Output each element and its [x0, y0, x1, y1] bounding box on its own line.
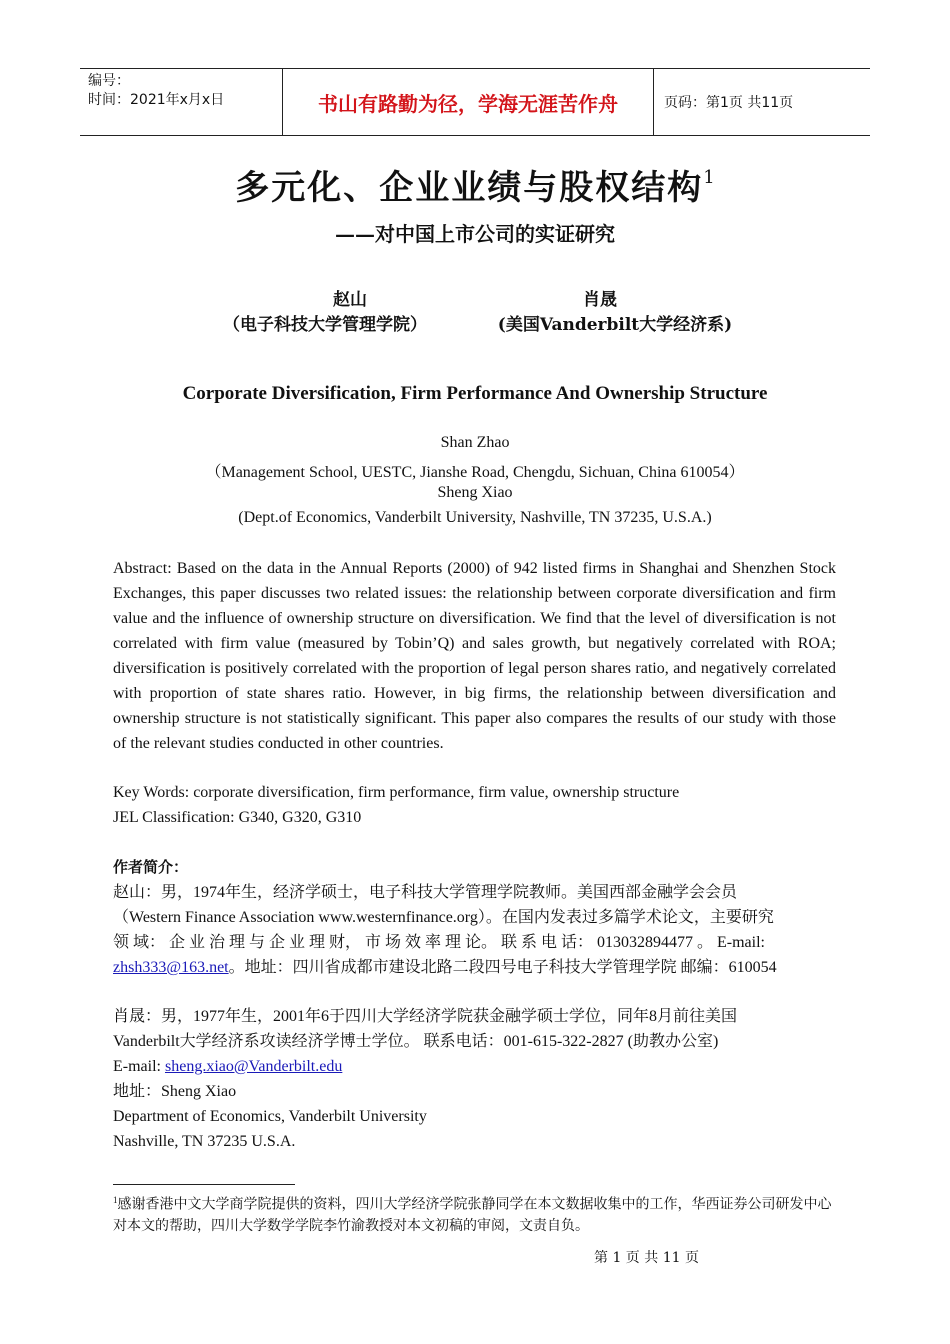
page-footer: 第 1 页 共 11 页	[594, 1250, 699, 1266]
english-author-1: Shan Zhao	[440, 434, 510, 451]
xiao-email-line	[113, 1054, 342, 1079]
author-1-name: 赵山	[333, 290, 367, 310]
zhao-bio-line-2: （Western Finance Association www.westernfinance.org）。在国内发表过多篇学术论文，主要研究	[113, 909, 774, 926]
footnote-divider	[113, 1184, 295, 1185]
xiao-bio-line-1: 肖晟：男，1977年生，2001年6于四川大学经济学院获金融学硕士学位，同年8月前往美国	[113, 1008, 738, 1025]
footnote-mark: 1	[113, 1195, 118, 1205]
time-label: 时间：2021年x月x日	[88, 92, 225, 108]
xiao-bio-line-2: Vanderbilt大学经济系攻读经济学博士学位。 联系电话：001-615-322-2827 (助教办公室)	[113, 1033, 719, 1050]
page-subtitle: ——对中国上市公司的实证研究	[335, 222, 615, 246]
bio-heading: 作者简介：	[113, 858, 189, 876]
title-text: 多元化、企业业绩与股权结构	[235, 168, 704, 208]
xiao-address-line-2: Department of Economics, Vanderbilt University	[113, 1108, 427, 1125]
english-affiliation-2: (Dept.of Economics, Vanderbilt University, Nashville, TN 37235, U.S.A.)	[238, 509, 712, 526]
footnote-text: 感谢香港中文大学商学院提供的资料，四川大学经济学院张静同学在本文数据收集中的工作，华西证券公司研发中心对本文的帮助，四川大学数学学院李竹渝教授对本文初稿的审阅，文责自负。	[113, 1197, 832, 1234]
author-2-affiliation: (美国Vanderbilt大学经济系)	[497, 315, 733, 335]
xiao-address-line-3: Nashville, TN 37235 U.S.A.	[113, 1133, 296, 1150]
zhao-bio-line-1: 赵山：男，1974年生，经济学硕士，电子科技大学管理学院教师。美国西部金融学会会员	[113, 884, 738, 901]
author-1-affiliation: （电子科技大学管理学院）	[223, 315, 427, 335]
xiao-address-line-1: 地址：Sheng Xiao	[113, 1083, 237, 1100]
english-title: Corporate Diversification, Firm Performance And Ownership Structure	[182, 383, 768, 404]
header-page-info: 页码：第1页 共11页	[664, 95, 794, 111]
document-header	[80, 68, 870, 136]
xiao-email-link[interactable]: sheng.xiao@Vanderbilt.edu	[164, 1058, 343, 1075]
page-title	[0, 160, 950, 209]
english-author-2: Sheng Xiao	[437, 484, 513, 501]
author-2-name: 肖晟	[583, 290, 617, 310]
keywords-line: Key Words: corporate diversification, firm performance, firm value, ownership structure	[113, 784, 680, 801]
zhao-address: 。地址：四川省成都市建设北路二段四号电子科技大学管理学院 邮编：610054	[228, 959, 777, 976]
xiao-email-label: E-mail:	[113, 1058, 165, 1075]
abstract-paragraph: Abstract: Based on the data in the Annual Reports (2000) of 942 listed firms in Shanghai and Shenzhen Stock Exchanges, this paper discusses two related issues: the relationship between corporate diversification and firm value and the influence of ownership structure on diversification. We find that the level of diversification is not correlated with firm value (measured by Tobin’Q) and sales growth, but negatively correlated with ROA; diversification is positively correlated with the proportion of legal person shares ratio, and negatively correlated with proportion of state shares ratio. However, in big firms, the relationship between diversification and ownership structure is not statistically significant. This paper also compares the results of our study with those of the relevant studies conducted in other countries.	[113, 560, 836, 752]
zhao-email-link[interactable]: zhsh333@163.net	[113, 959, 229, 976]
jel-line: JEL Classification: G340, G320, G310	[113, 809, 362, 826]
zhao-bio-line-4	[113, 955, 836, 980]
english-affiliation-1: （Management School, UESTC, Jianshe Road, Chengdu, Sichuan, China 610054）	[205, 464, 745, 481]
title-footnote-mark: 1	[703, 167, 715, 188]
header-motto: 书山有路勤为径，学海无涯苦作舟	[282, 69, 654, 135]
footnote	[113, 1190, 836, 1237]
zhao-bio-line-3: 领 域： 企 业 治 理 与 企 业 理 财， 市 场 效 率 理 论。 联 系 电 话： 013032894477 。 E-mail:	[113, 934, 765, 951]
header-left-cell	[80, 69, 282, 135]
number-label: 编号：	[88, 73, 130, 89]
